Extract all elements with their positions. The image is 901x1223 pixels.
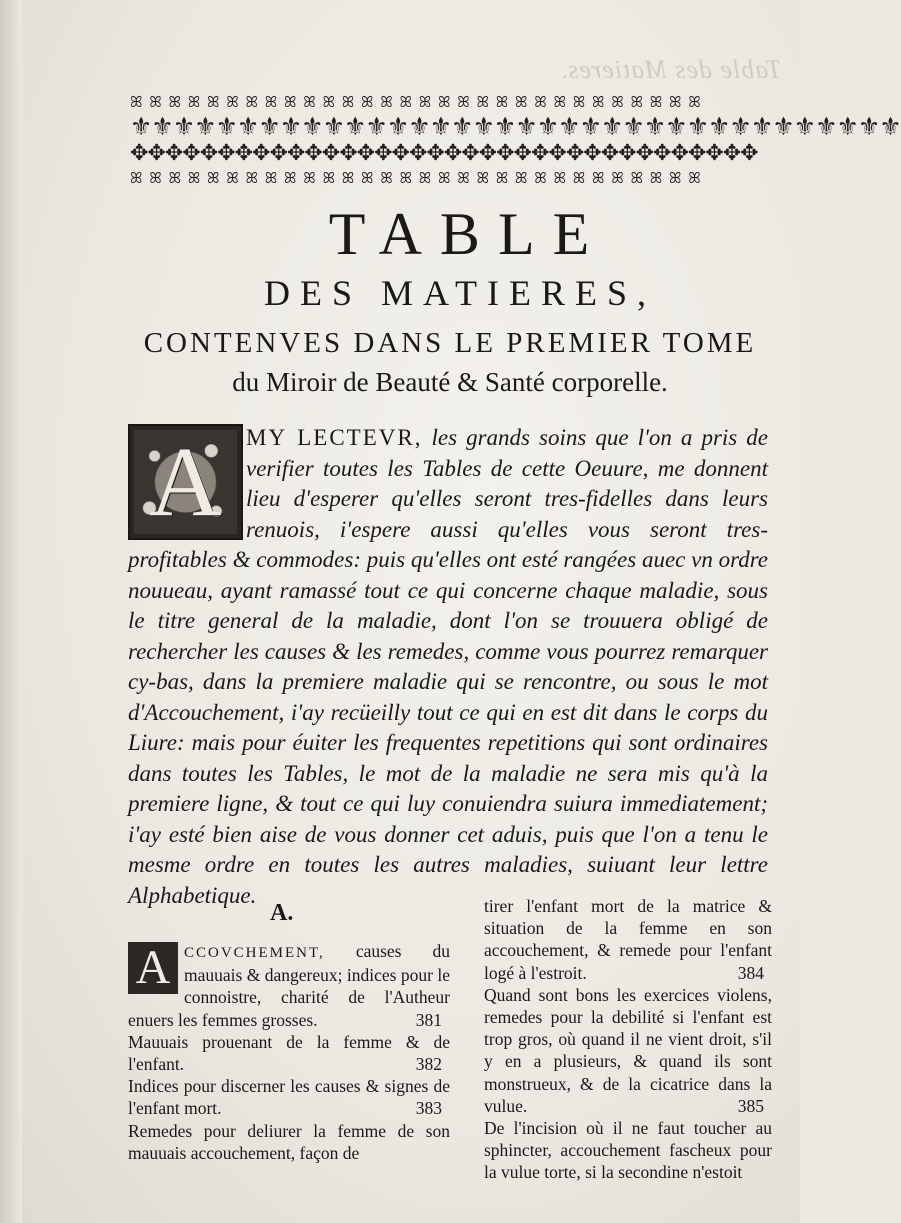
entry-text: tirer l'enfant mort de la matrice & situation de la femme en son accouchement, & remede pour l'enfant logé à l'estroit. bbox=[484, 896, 772, 983]
ornament-fleur-row: ⚜⚜⚜⚜⚜⚜⚜⚜⚜⚜⚜⚜⚜⚜⚜⚜⚜⚜⚜⚜⚜⚜⚜⚜⚜⚜⚜⚜⚜⚜⚜⚜⚜⚜⚜⚜ bbox=[130, 112, 901, 141]
entry-lead: CCOVCHEMENT, bbox=[184, 945, 325, 961]
decorative-headpiece bbox=[130, 93, 901, 187]
entry-text: Indices pour discerner les causes & signes de l'enfant mort. bbox=[128, 1076, 450, 1119]
intro-lead: MY LECTEVR, bbox=[246, 425, 423, 450]
ornament-border-row: ꕤ ꕤ ꕤ ꕤ ꕤ ꕤ ꕤ ꕤ ꕤ ꕤ ꕤ ꕤ ꕤ ꕤ ꕤ ꕤ ꕤ ꕤ ꕤ ꕤ ꕤ ꕤ ꕤ ꕤ ꕤ ꕤ ꕤ ꕤ ꕤ ꕤ bbox=[130, 169, 702, 187]
ornament-border-row: ꕤ ꕤ ꕤ ꕤ ꕤ ꕤ ꕤ ꕤ ꕤ ꕤ ꕤ ꕤ ꕤ ꕤ ꕤ ꕤ ꕤ ꕤ ꕤ ꕤ ꕤ ꕤ ꕤ ꕤ ꕤ ꕤ ꕤ ꕤ ꕤ ꕤ bbox=[130, 93, 702, 111]
intro-body: les grands soins que l'on a pris de verifier toutes les Tables de cette Oeuure, me donnent lieu d'esperer qu'elles seront tres-fidelles dans leurs renuois, i'espere aussi qu'elles vous seront tres-profitables & commodes: puis qu'elles ont esté rangées auec vn ordre nouueau, ayant ramassé tout ce qui concerne chaque maladie, sous le titre general de la maladie, dont l'on se trouuera obligé de rechercher les causes & les remedes, comme vous pourrez remarquer cy-bas, dans la premiere maladie qui se rencontre, ou sous le mot d'Accouchement, i'ay recüeilly tout ce qui en est dit dans le corps du Liure: mais pour éuiter les frequentes repetitions qui sont ordinaires dans toutes les Tables, le mot de la maladie ne sera mis qu'à la premiere ligne, & tout ce qui luy conuiendra suiura immediatement; i'ay esté bien aise de vous donner cet aduis, puis que l'on a tenu le mesme ordre en toutes les autres maladies, suiuant leur lettre Alphabetique. bbox=[128, 425, 768, 908]
entry-text: causes du mauuais & dangereux; indices pour le connoistre, charité de l'Autheur enuers les femmes grosses. bbox=[128, 941, 450, 1030]
index-entry bbox=[128, 1031, 450, 1075]
index-entry bbox=[484, 1117, 772, 1184]
initial-letter: A bbox=[149, 426, 222, 537]
title-line-3: CONTENVES DANS LE PREMIER TOME bbox=[143, 327, 757, 359]
index-entry bbox=[128, 940, 450, 1031]
entry-page: 382 bbox=[415, 1054, 442, 1075]
ornament-fleur-row: ✥✥✥✥✥✥✥✥✥✥✥✥✥✥✥✥✥✥✥✥✥✥✥✥✥✥✥✥✥✥✥✥✥✥✥✥ bbox=[130, 141, 758, 166]
entry-text: Quand sont bons les exercices violens, remedes pour la debilité si l'enfant est trop gros, où quand il ne vient droit, s'il y en a plusieurs, & quand ils sont monstrueux, & de la cicatrice dans la vulue. bbox=[484, 984, 772, 1116]
page-subtitle: DES MATIERES, bbox=[263, 273, 657, 313]
entry-page: 383 bbox=[415, 1098, 442, 1119]
index-entry bbox=[484, 895, 772, 984]
intro-paragraph bbox=[128, 423, 768, 911]
entry-page: 385 bbox=[737, 1095, 764, 1116]
small-decorated-initial: A bbox=[128, 942, 178, 994]
page-gutter-shadow bbox=[0, 0, 22, 1223]
section-letter: A. bbox=[270, 900, 294, 926]
index-column-left bbox=[128, 940, 450, 1164]
entry-text: Mauuais prouenant de la femme & de l'enfant. bbox=[128, 1031, 450, 1075]
index-entry bbox=[128, 1120, 450, 1164]
entry-page: 381 bbox=[415, 1009, 442, 1030]
bleed-through-text: Table des Matieres. bbox=[560, 55, 782, 84]
entry-text: Remedes pour deliurer la femme de son mauuais accouchement, façon de bbox=[128, 1120, 450, 1163]
page-title: TABLE bbox=[328, 201, 608, 267]
index-entry bbox=[484, 984, 772, 1117]
entry-page: 384 bbox=[737, 962, 764, 983]
entry-text: De l'incision où il ne faut toucher au sphincter, accouchement fascheux pour la vulue torte, si la secondine n'estoit bbox=[484, 1118, 772, 1183]
index-entry bbox=[128, 1075, 450, 1119]
index-column-right bbox=[484, 895, 772, 1184]
title-line-4: du Miroir de Beauté & Santé corporelle. bbox=[232, 367, 668, 397]
